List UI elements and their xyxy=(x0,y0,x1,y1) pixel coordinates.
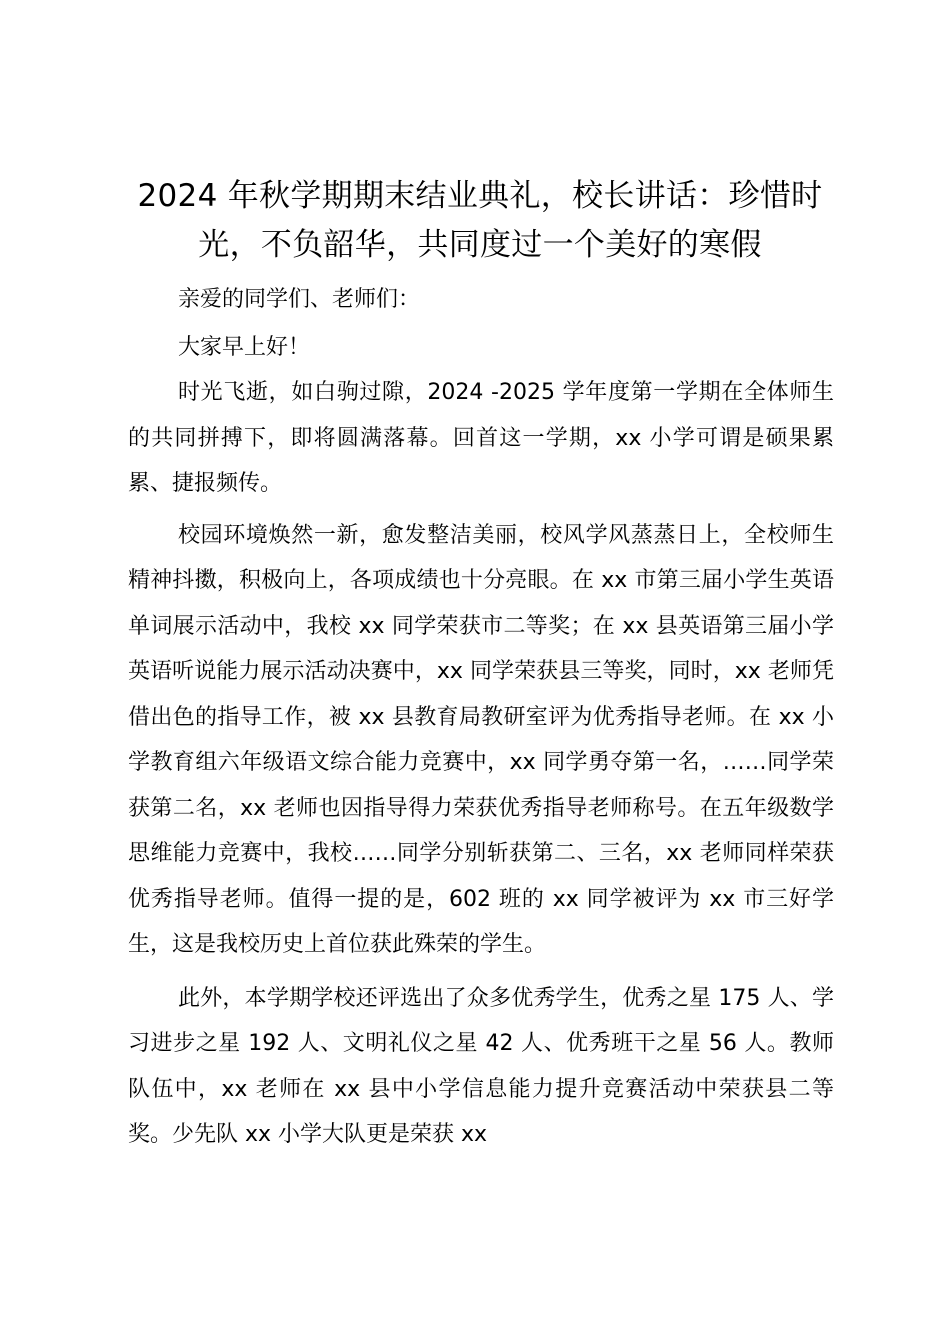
document-title: 2024 年秋学期期末结业典礼，校长讲话：珍惜时光，不负韶华，共同度过一个美好的寒假 xyxy=(137,178,823,263)
paragraph-semester-review: 时光飞逝，如白驹过隙，2024 -2025 学年度第一学期在全体师生的共同拼搏下，即将圆满落幕。回首这一学期，xx 小学可谓是硕果累累、捷报频传。 xyxy=(128,380,834,496)
paragraph-greeting: 亲爱的同学们、老师们： xyxy=(178,287,421,312)
paragraph-achievements: 校园环境焕然一新，愈发整洁美丽，校风学风蒸蒸日上，全校师生精神抖擞，积极向上，各项成绩也十分亮眼。在 xx 市第三届小学生英语单词展示活动中，我校 xx 同学荣获市二等奖；在 xx 县英语第三届小学英语听说能力展示活动决赛中，xx 同学荣获县三等奖，同时，xx 老师凭借出色的指导工作，被 xx 县教育局教研室评为优秀指导老师。在 xx 小学教育组六年级语文综合能力竞赛中，xx 同学勇夺第一名，……同学荣获第二名，xx 老师也因指导得力荣获优秀指导老师称号。在五年级数学思维能力竞赛中，我校……同学分别斩获第二、三名，xx 老师同样荣获优秀指导老师。值得一提的是，602 班的 xx 同学被评为 xx 市三好学生，这是我校历史上首位获此殊荣的学生。 xyxy=(128,522,834,957)
paragraph-awards: 此外，本学期学校还评选出了众多优秀学生，优秀之星 175 人、学习进步之星 192 人、文明礼仪之星 42 人、优秀班干之星 56 人。教师队伍中，xx 老师在 xx 县中小学信息能力提升竞赛活动中荣获县二等奖。少先队 xx 小学大队更是荣获 xx xyxy=(128,985,834,1147)
document-body xyxy=(128,277,834,1158)
paragraph-good-morning: 大家早上好！ xyxy=(178,334,311,360)
